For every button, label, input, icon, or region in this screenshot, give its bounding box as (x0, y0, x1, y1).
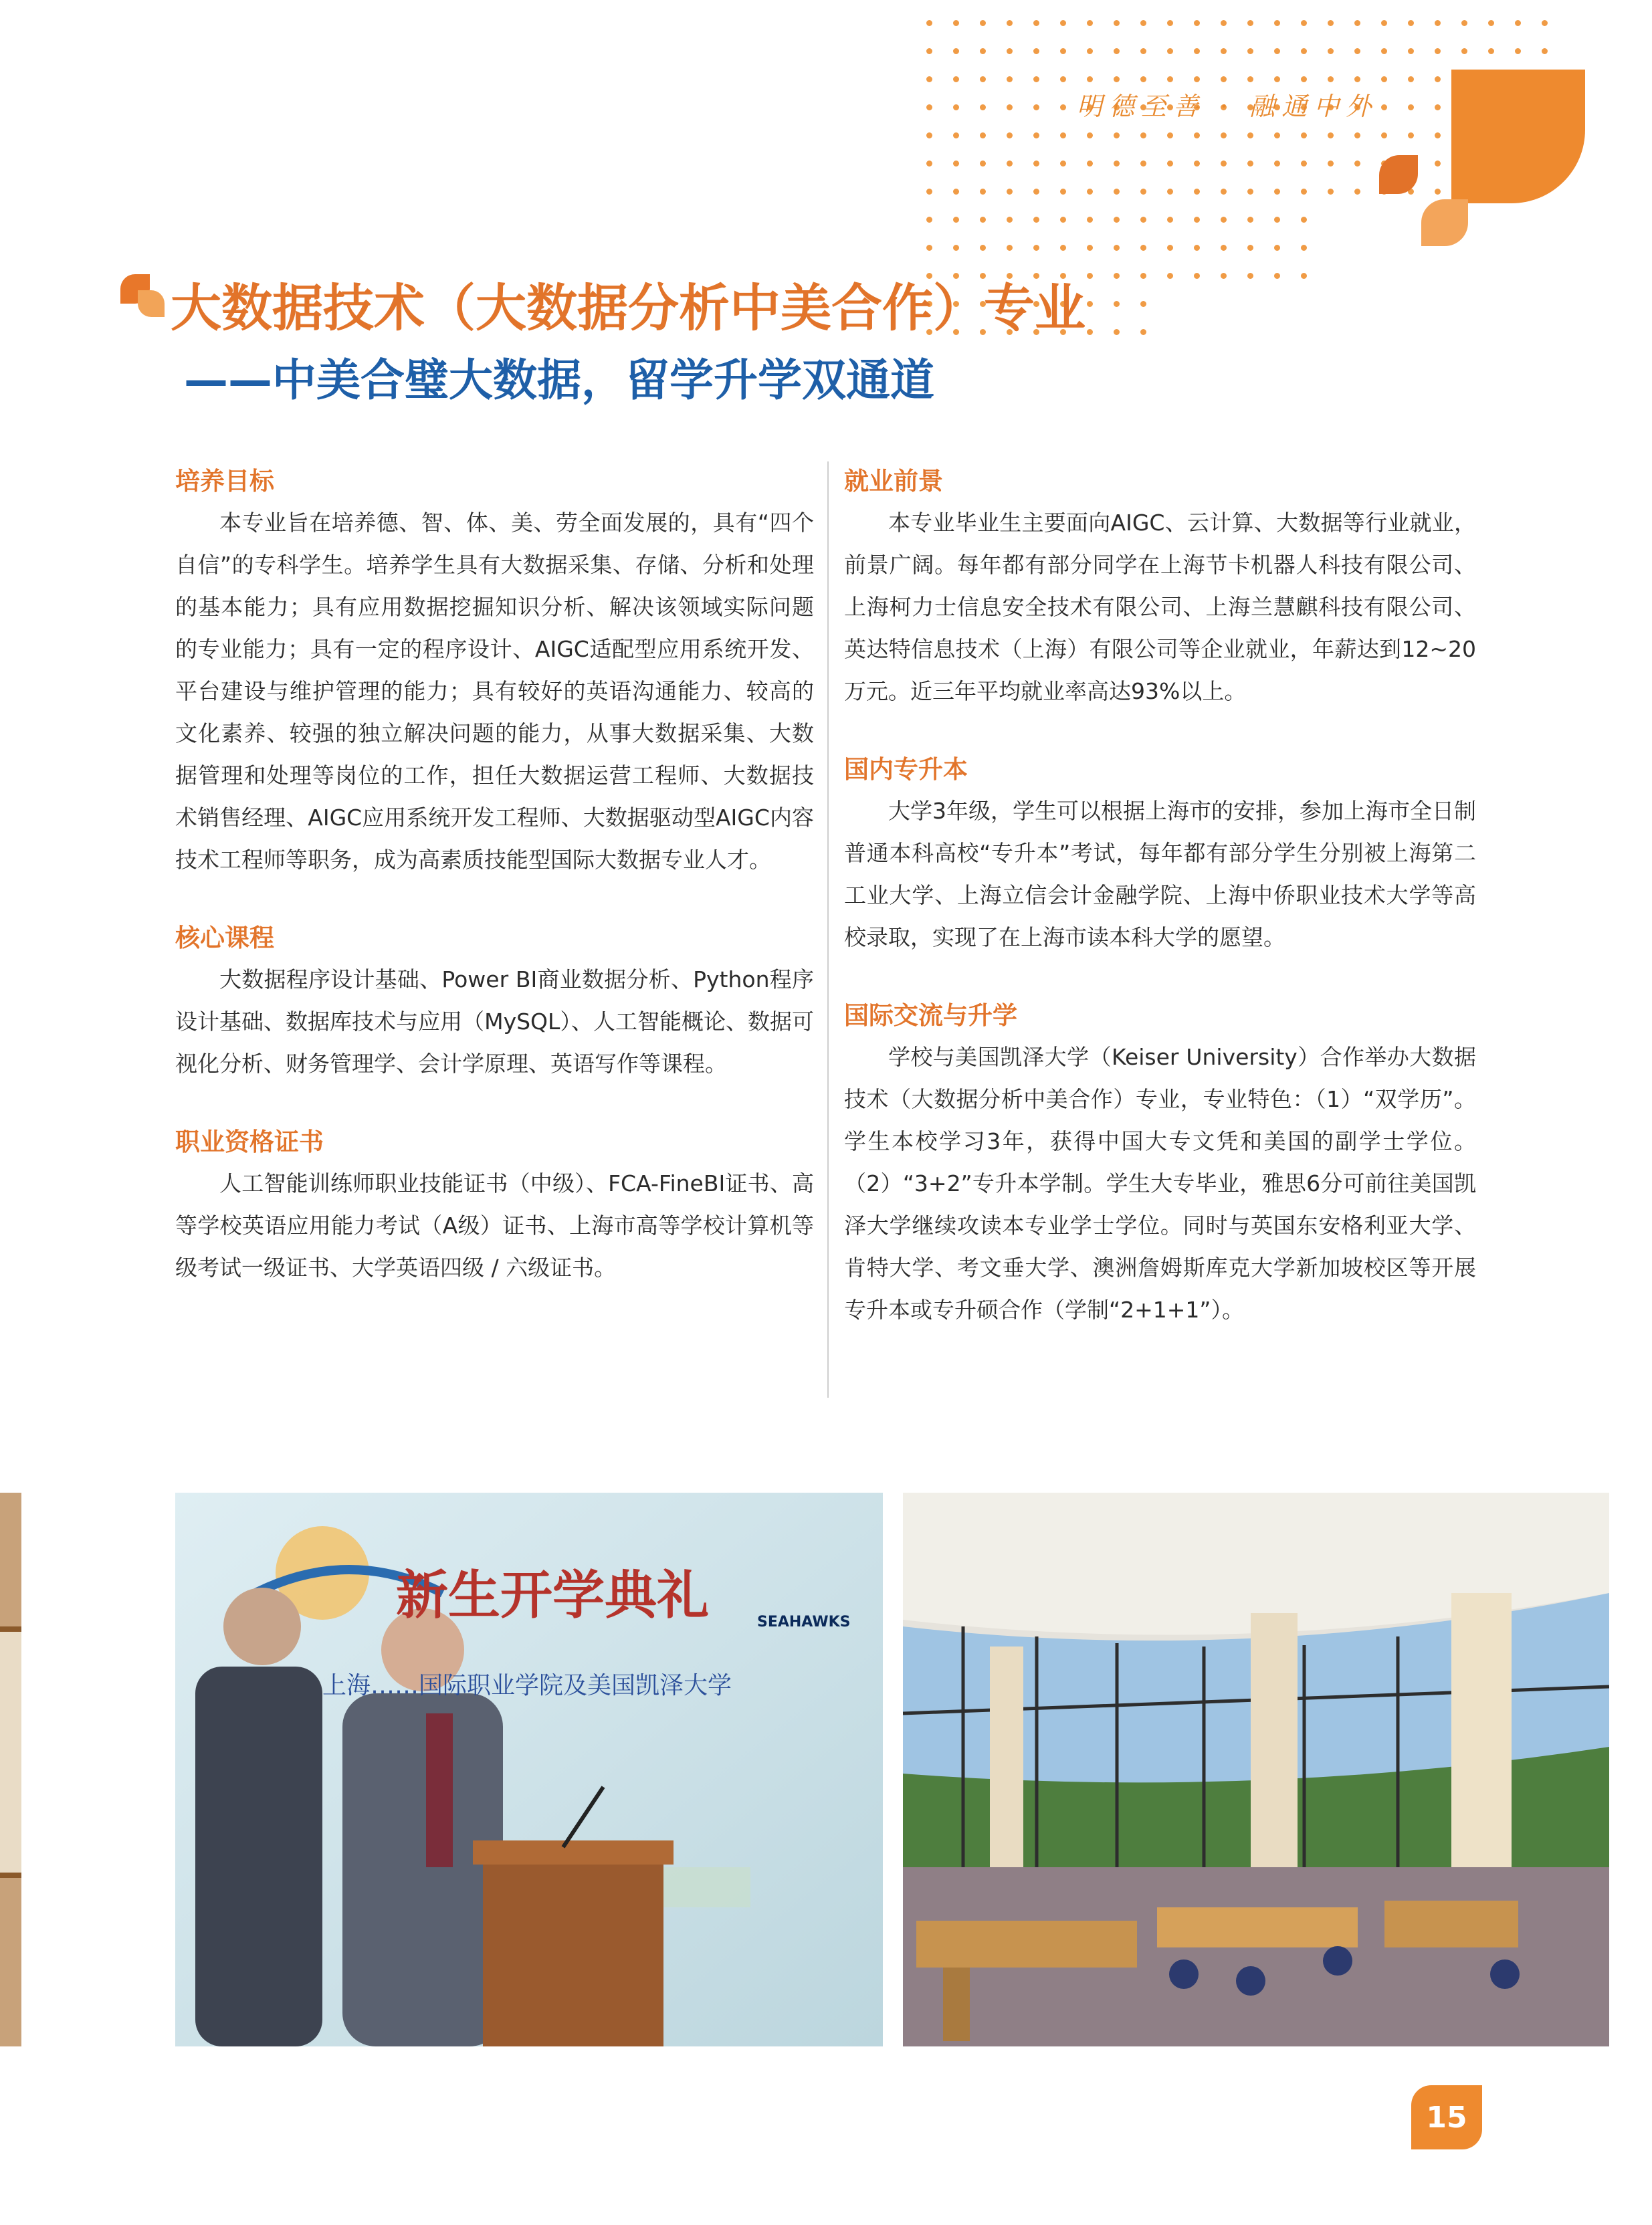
decorative-dot (1221, 245, 1227, 251)
decorative-dot (1167, 76, 1173, 82)
decorative-dot (1381, 48, 1387, 54)
page-subtitle: ——中美合璧大数据，留学升学双通道 (184, 354, 934, 406)
decorative-dot (1114, 76, 1120, 82)
decorative-dot (1354, 76, 1360, 82)
decorative-dot (1007, 20, 1013, 26)
decorative-dot (1060, 48, 1066, 54)
decorative-dot (1247, 161, 1253, 167)
decorative-dot (1301, 161, 1307, 167)
decorative-dot (1221, 20, 1227, 26)
decorative-dot (1033, 76, 1039, 82)
decorative-dot (953, 104, 959, 110)
decorative-dot (1033, 132, 1039, 138)
decorative-dot (1060, 20, 1066, 26)
decorative-dot (926, 132, 932, 138)
section-body-goal: 本专业旨在培养德、智、体、美、劳全面发展的，具有“四个自信”的专科学生。培养学生具有大数据采集、存储、分析和处理的基本能力；具有应用数据挖掘知识分析、解决该领域实际问题的专业能力；具有一定的程序设计、AIGC适配型应用系统开发、平台建设与维护管理的能力；具有较好的英语沟通能力、较高的文化素养、较强的独立解决问题的能力，从事大数据采集、大数据管理和处理等岗位的工作，担任大数据运营工程师、大数据技术销售经理、AIGC应用系统开发工程师、大数据驱动型AIGC内容技术工程师等职务，成为高素质技能型国际大数据专业人才。 (175, 510, 814, 873)
decorative-dot (1354, 161, 1360, 167)
decorative-dot (1488, 48, 1494, 54)
decorative-dot (1274, 189, 1280, 195)
decorative-dot (1194, 132, 1200, 138)
decorative-dot (1140, 20, 1146, 26)
decorative-dot (1542, 20, 1548, 26)
decorative-dot (1435, 48, 1441, 54)
decorative-dot (1381, 76, 1387, 82)
decorative-dot (1194, 189, 1200, 195)
decorative-dot (953, 161, 959, 167)
ceremony-banner-text: 新生开学典礼 (396, 1565, 710, 1626)
decorative-dot (1194, 217, 1200, 223)
school-motto: 明德至善 · 融通中外 (1077, 92, 1378, 121)
decorative-dot (1194, 161, 1200, 167)
decorative-dot (926, 161, 932, 167)
page-number: 15 (1411, 2085, 1482, 2149)
orange-leaf-decoration-small (1421, 199, 1468, 246)
section-body-upgrade: 大学3年级，学生可以根据上海市的安排，参加上海市全日制普通本科高校“专升本”考试，每年都有部分学生分别被上海第二工业大学、上海立信会计金融学院、上海中侨职业技术大学等高校录取，实现了在上海市读本科大学的愿望。 (844, 798, 1476, 950)
decorative-dot (1435, 104, 1441, 110)
decorative-dot (1247, 76, 1253, 82)
decorative-dot (980, 161, 986, 167)
decorative-dot (1194, 273, 1200, 279)
decorative-dot (1167, 48, 1173, 54)
decorative-dot (1408, 132, 1414, 138)
decorative-dot (1087, 161, 1093, 167)
opening-ceremony-photo (175, 1493, 883, 2046)
decorative-dot (953, 245, 959, 251)
decorative-dot (1033, 161, 1039, 167)
decorative-dot (1007, 245, 1013, 251)
decorative-dot (980, 20, 986, 26)
decorative-dot (1221, 76, 1227, 82)
decorative-dot (1274, 20, 1280, 26)
decorative-dot (1301, 217, 1307, 223)
decorative-dot (1007, 48, 1013, 54)
decorative-dot (1194, 245, 1200, 251)
section-heading-courses: 核心课程 (175, 924, 274, 952)
decorative-dot (926, 76, 932, 82)
campus-library-photo (903, 1493, 1609, 2046)
section-heading-career: 就业前景 (844, 467, 943, 496)
decorative-dot (1221, 273, 1227, 279)
decorative-dot (1087, 20, 1093, 26)
decorative-dot (1007, 161, 1013, 167)
decorative-dot (980, 245, 986, 251)
decorative-dot (1007, 76, 1013, 82)
decorative-dot (1328, 76, 1334, 82)
decorative-dot (1301, 132, 1307, 138)
decorative-dot (1167, 132, 1173, 138)
decorative-dot (1060, 189, 1066, 195)
section-heading-certs: 职业资格证书 (175, 1128, 324, 1156)
decorative-dot (1114, 161, 1120, 167)
decorative-dot (1328, 48, 1334, 54)
decorative-dot (1167, 161, 1173, 167)
decorative-dot (1354, 132, 1360, 138)
decorative-dot (1435, 76, 1441, 82)
leaf-bullet-icon (120, 274, 167, 318)
column-divider (827, 461, 829, 1398)
decorative-dot (1221, 189, 1227, 195)
decorative-dot (1087, 245, 1093, 251)
decorative-dot (1194, 76, 1200, 82)
decorative-dot (1354, 48, 1360, 54)
section-body-certs: 人工智能训练师职业技能证书（中级）、FCA-FineBI证书、高等学校英语应用能力考试（A级）证书、上海市高等学校计算机等级考试一级证书、大学英语四级 / 六级证书。 (175, 1170, 814, 1281)
decorative-dot (1354, 20, 1360, 26)
decorative-dot (980, 189, 986, 195)
decorative-dot (926, 217, 932, 223)
decorative-dot (1274, 161, 1280, 167)
decorative-dot (1033, 189, 1039, 195)
left-column (175, 461, 814, 1326)
decorative-dot (926, 48, 932, 54)
decorative-dot (1167, 189, 1173, 195)
decorative-dot (1328, 132, 1334, 138)
decorative-dot (1274, 76, 1280, 82)
decorative-dot (926, 20, 932, 26)
decorative-dot (1435, 161, 1441, 167)
decorative-dot (1301, 245, 1307, 251)
decorative-dot (980, 76, 986, 82)
decorative-dot (1114, 189, 1120, 195)
decorative-dot (1435, 20, 1441, 26)
decorative-dot (1140, 189, 1146, 195)
decorative-dot (1140, 245, 1146, 251)
decorative-dot (1328, 189, 1334, 195)
decorative-dot (1542, 48, 1548, 54)
decorative-dot (1274, 273, 1280, 279)
decorative-dot (1515, 20, 1521, 26)
decorative-dot (1114, 48, 1120, 54)
decorative-dot (1007, 217, 1013, 223)
decorative-dot (980, 48, 986, 54)
decorative-dot (1328, 161, 1334, 167)
decorative-dot (953, 217, 959, 223)
decorative-dot (1167, 20, 1173, 26)
photo-edge-fragment (0, 1493, 21, 2046)
decorative-dot (1087, 48, 1093, 54)
decorative-dot (1060, 161, 1066, 167)
decorative-dot (1194, 20, 1200, 26)
decorative-dot (1381, 132, 1387, 138)
decorative-dot (1435, 189, 1441, 195)
decorative-dot (1194, 48, 1200, 54)
decorative-dot (1274, 132, 1280, 138)
decorative-dot (1060, 245, 1066, 251)
decorative-dot (1087, 217, 1093, 223)
decorative-dot (1354, 189, 1360, 195)
decorative-dot (1247, 48, 1253, 54)
decorative-dot (1060, 132, 1066, 138)
decorative-dot (953, 48, 959, 54)
decorative-dot (1007, 104, 1013, 110)
decorative-dot (1221, 48, 1227, 54)
section-body-intl: 学校与美国凯泽大学（Keiser University）合作举办大数据技术（大数据分析中美合作）专业，专业特色：（1）“双学历”。学生本校学习3年，获得中国大专文凭和美国的副学士学位。（2）“3+2”专升本学制。学生大专毕业，雅思6分可前往美国凯泽大学继续攻读本专业学士学位。同时与英国东安格利亚大学、肯特大学、考文垂大学、澳洲詹姆斯库克大学新加坡校区等开展专升本或专升硕合作（学制“2+1+1”）。 (844, 1044, 1476, 1323)
decorative-dot (1087, 76, 1093, 82)
decorative-dot (953, 132, 959, 138)
decorative-dot (1274, 217, 1280, 223)
decorative-dot (1408, 20, 1414, 26)
ceremony-banner-subtitle: 上海……国际职业学院及美国凯泽大学 (322, 1672, 732, 1699)
decorative-dot (1033, 48, 1039, 54)
decorative-dot (1114, 132, 1120, 138)
decorative-dot (1301, 20, 1307, 26)
decorative-dot (953, 189, 959, 195)
decorative-dot (1140, 76, 1146, 82)
decorative-dot (1247, 273, 1253, 279)
decorative-dot (1033, 217, 1039, 223)
decorative-dot (1140, 48, 1146, 54)
decorative-dot (1167, 217, 1173, 223)
decorative-dot (1247, 20, 1253, 26)
decorative-dot (1140, 217, 1146, 223)
decorative-dot (1060, 104, 1066, 110)
right-column (844, 461, 1476, 1368)
decorative-dot (1247, 189, 1253, 195)
decorative-dot (1140, 132, 1146, 138)
decorative-dot (1087, 189, 1093, 195)
decorative-dot (1140, 161, 1146, 167)
section-heading-goal: 培养目标 (175, 467, 274, 496)
decorative-dot (1274, 48, 1280, 54)
decorative-dot (980, 217, 986, 223)
decorative-dot (1087, 132, 1093, 138)
decorative-dot (1167, 245, 1173, 251)
decorative-dot (1114, 20, 1120, 26)
decorative-dot (1060, 76, 1066, 82)
decorative-dot (1461, 48, 1467, 54)
decorative-dot (1247, 245, 1253, 251)
decorative-dot (1408, 76, 1414, 82)
section-heading-intl: 国际交流与升学 (844, 1001, 1017, 1030)
decorative-dot (1247, 217, 1253, 223)
decorative-dot (1033, 104, 1039, 110)
page-title: 大数据技术（大数据分析中美合作）专业 (171, 278, 1086, 338)
decorative-dot (1221, 161, 1227, 167)
decorative-dot (1221, 217, 1227, 223)
section-body-courses: 大数据程序设计基础、Power BI商业数据分析、Python程序设计基础、数据库技术与应用（MySQL）、人工智能概论、数据可视化分析、财务管理学、会计学原理、英语写作等课程。 (175, 966, 814, 1077)
decorative-dot (1274, 245, 1280, 251)
decorative-dot (926, 104, 932, 110)
decorative-dot (1408, 48, 1414, 54)
decorative-dot (1301, 76, 1307, 82)
decorative-dot (953, 76, 959, 82)
decorative-dot (1033, 245, 1039, 251)
decorative-dot (980, 132, 986, 138)
decorative-dot (953, 20, 959, 26)
decorative-dot (1060, 217, 1066, 223)
decorative-dot (1488, 20, 1494, 26)
decorative-dot (926, 245, 932, 251)
decorative-dot (1435, 132, 1441, 138)
decorative-dot (926, 189, 932, 195)
decorative-dot (1301, 273, 1307, 279)
decorative-dot (1515, 48, 1521, 54)
section-body-career: 本专业毕业生主要面向AIGC、云计算、大数据等行业就业，前景广阔。每年都有部分同学在上海节卡机器人科技有限公司、上海柯力士信息安全技术有限公司、上海兰慧麒科技有限公司、英达特信息技术（上海）有限公司等企业就业，年薪达到12~20万元。近三年平均就业率高达93%以上。 (844, 510, 1476, 704)
decorative-dot (1007, 189, 1013, 195)
section-heading-upgrade: 国内专升本 (844, 755, 968, 784)
decorative-dot (1007, 132, 1013, 138)
decorative-dot (1114, 217, 1120, 223)
decorative-dot (1301, 48, 1307, 54)
decorative-dot (1247, 132, 1253, 138)
decorative-dot (1033, 20, 1039, 26)
decorative-dot (1114, 245, 1120, 251)
decorative-dot (1301, 189, 1307, 195)
decorative-dot (1381, 20, 1387, 26)
decorative-dot (1221, 132, 1227, 138)
seahawks-logo-text: SEAHAWKS (757, 1614, 851, 1630)
decorative-dot (1461, 20, 1467, 26)
decorative-dot (1328, 20, 1334, 26)
decorative-dot (980, 104, 986, 110)
